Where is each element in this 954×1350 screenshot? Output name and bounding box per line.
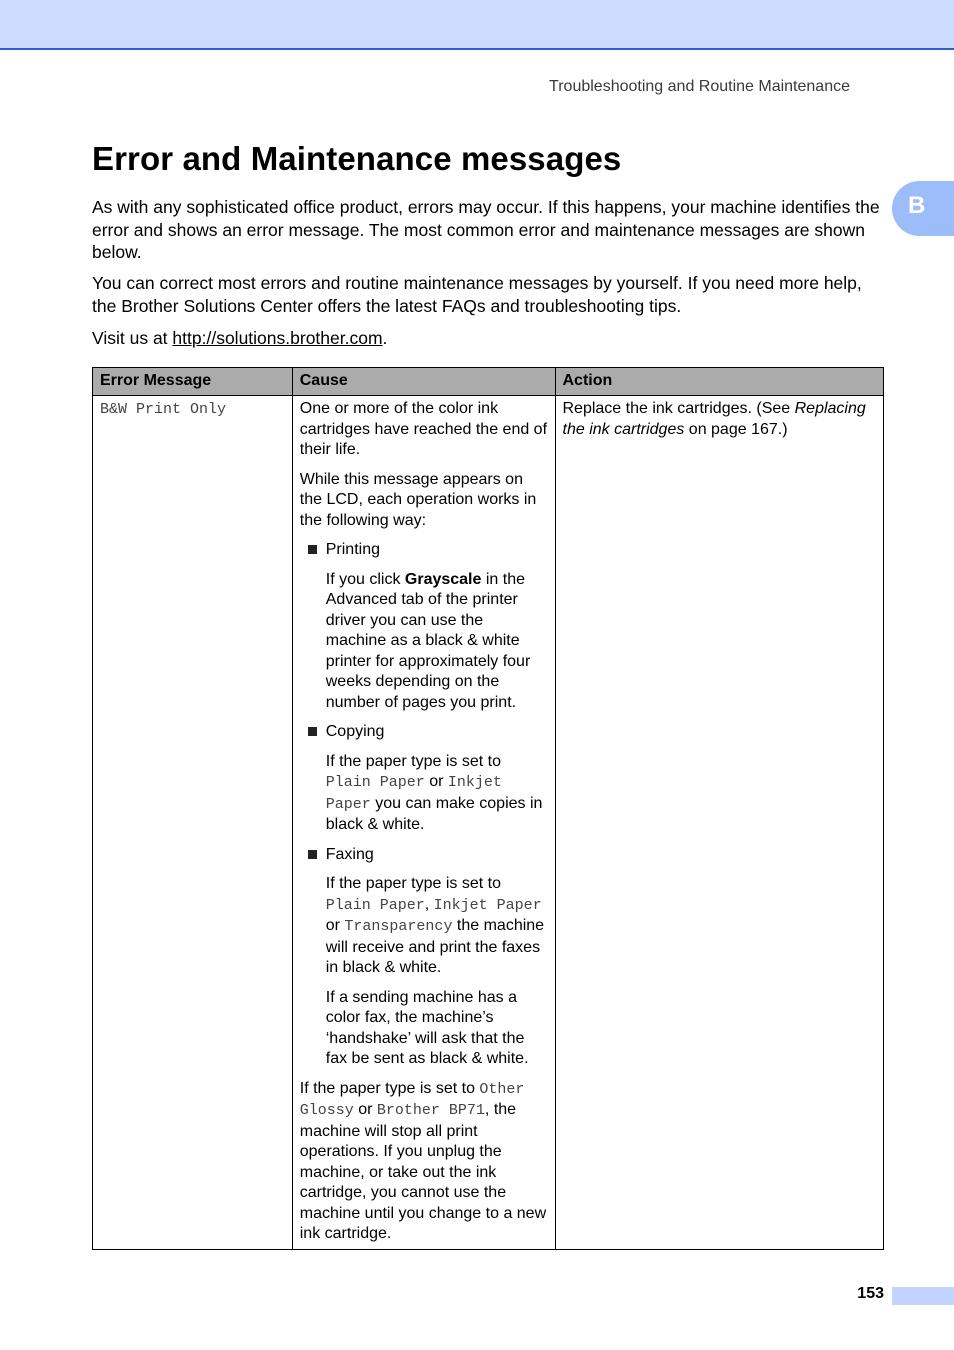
plain-paper-code: Plain Paper xyxy=(325,896,425,914)
grayscale-term: Grayscale xyxy=(404,570,482,588)
visit-paragraph xyxy=(92,327,882,350)
bullet-printing-label: Printing xyxy=(325,541,380,558)
running-header: Troubleshooting and Routine Maintenance xyxy=(549,78,850,95)
faxing-text-4: the machine will receive and print the faxes in black & white. xyxy=(325,917,545,976)
chapter-side-tab: B xyxy=(892,181,954,236)
copying-text-2: or xyxy=(424,773,448,790)
faxing-handshake-note: If a sending machine has a color fax, the machine’s ‘handshake’ will ask that the fax be sent as black & white. xyxy=(325,988,529,1067)
transparency-code: Transparency xyxy=(344,918,453,935)
copying-text-3: you can make copies in black & white. xyxy=(325,794,543,833)
final-text-1: If the paper type is set to xyxy=(299,1079,480,1097)
page-title: Error and Maintenance messages xyxy=(92,140,622,177)
square-bullet-icon xyxy=(308,850,317,859)
page-number: 153 xyxy=(857,1285,884,1302)
table-header-row xyxy=(93,368,884,396)
intro-paragraph-1: As with any sophisticated office product, errors may occur. If this happens, your machine identifies the error and shows an error message. The most common error and maintenance messages are shown below. xyxy=(92,197,880,262)
error-message-cell xyxy=(93,396,293,1250)
cause-cell xyxy=(292,396,555,1250)
brother-bp71-code: Brother BP71 xyxy=(376,1102,485,1119)
error-message-code: B&W Print Only xyxy=(100,401,227,418)
cause-final-paragraph xyxy=(300,1079,548,1245)
printing-description xyxy=(300,570,548,714)
final-text-2: or xyxy=(353,1101,377,1118)
bullet-faxing-label: Faxing xyxy=(325,845,374,863)
square-bullet-icon xyxy=(308,727,317,736)
bullet-printing xyxy=(300,540,548,561)
solutions-link[interactable]: http://solutions.brother.com xyxy=(172,328,383,348)
square-bullet-icon xyxy=(308,545,317,554)
cause-paragraph-2: While this message appears on the LCD, each operation works in the following way: xyxy=(299,470,537,529)
inkjet-paper-code: Inkjet Paper xyxy=(325,774,502,813)
intro-paragraph-2: You can correct most errors and routine maintenance messages by yourself. If you need more help, the Brother Solutions Center offers the latest FAQs and troubleshooting tips. xyxy=(92,273,862,316)
top-color-band xyxy=(0,0,954,50)
faxing-text-1: If the paper type is set to xyxy=(325,875,501,892)
copying-text-1: If the paper type is set to xyxy=(325,752,501,770)
error-messages-table xyxy=(92,367,884,1250)
visit-prefix: Visit us at xyxy=(92,328,173,348)
inkjet-paper-code: Inkjet Paper xyxy=(433,896,542,914)
printing-text-2: in the Advanced tab of the printer driver you can use the machine as a black & white printer for approximately four weeks depending on the number of pages you print. xyxy=(325,570,531,711)
bullet-copying-label: Copying xyxy=(325,723,385,740)
action-cell xyxy=(555,396,884,1250)
replacing-cartridges-reference[interactable]: Replacing the ink cartridges xyxy=(562,400,866,438)
copying-description xyxy=(300,752,548,836)
action-text-1: Replace the ink cartridges. (See xyxy=(562,400,795,417)
plain-paper-code: Plain Paper xyxy=(325,774,425,791)
bullet-copying xyxy=(300,722,548,743)
header-cause: Cause xyxy=(292,368,555,396)
faxing-text-3: or xyxy=(325,917,345,934)
bullet-faxing xyxy=(300,845,548,866)
action-text-2: on page 167.) xyxy=(684,420,788,438)
cause-paragraph-1: One or more of the color ink cartridges have reached the end of their life. xyxy=(299,400,548,458)
visit-suffix: . xyxy=(382,328,388,348)
footer-color-band xyxy=(892,1287,954,1305)
final-text-3: , the machine will stop all print operations. If you unplug the machine, or take out the ink cartridge, you cannot use the machine until you change to a new ink cartridge. xyxy=(299,1101,547,1242)
faxing-description xyxy=(300,874,548,979)
printing-text-1: If you click xyxy=(325,570,405,588)
header-error-message: Error Message xyxy=(93,368,293,396)
table-row xyxy=(93,396,884,1250)
other-glossy-code: Other Glossy xyxy=(299,1080,525,1119)
header-action: Action xyxy=(555,368,884,396)
faxing-text-2: , xyxy=(424,895,434,913)
